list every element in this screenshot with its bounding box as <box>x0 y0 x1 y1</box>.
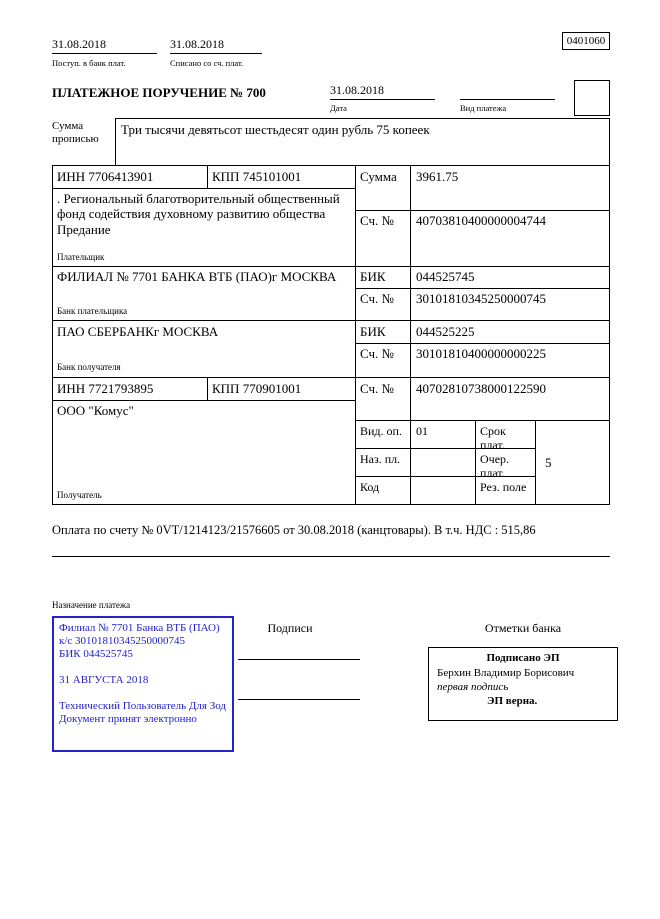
payee-account-label: Сч. № <box>360 381 394 396</box>
grid-line <box>355 343 610 344</box>
grid-line <box>355 420 610 421</box>
sum-label: Сумма <box>360 169 397 184</box>
doc-title: ПЛАТЕЖНОЕ ПОРУЧЕНИЕ № 700 <box>52 85 266 100</box>
payee-bank-bik: 044525225 <box>416 324 475 339</box>
grid-line <box>609 118 610 504</box>
payer-bank-bik: 044525745 <box>416 269 475 284</box>
payment-type-label: Вид платежа <box>460 103 507 113</box>
grid-line <box>355 288 610 289</box>
date-label: Дата <box>330 103 347 113</box>
payer-bank-name: ФИЛИАЛ № 7701 БАНКА ВТБ (ПАО)г МОСКВА <box>57 269 337 284</box>
reserve-field-label: Рез. поле <box>480 480 527 494</box>
payment-type-box <box>574 80 610 116</box>
stamp-line: к/с 30101810345250000745 <box>59 635 186 647</box>
payee-account: 40702810738000122590 <box>416 381 546 396</box>
payer-name: . Региональный благотворительный общественный фонд содействия духовному развитию общества Предание <box>57 191 340 237</box>
payee-kpp: КПП 770901001 <box>212 381 302 396</box>
op-type-value: 01 <box>416 424 428 438</box>
pay-term-label: Срок плат. <box>480 424 506 453</box>
grid-line <box>52 188 355 189</box>
payer-inn: ИНН 7706413901 <box>57 169 154 184</box>
stamp-verified: ЭП верна. <box>487 694 538 707</box>
grid-line <box>115 118 116 165</box>
debited-date: 31.08.2018 <box>170 37 262 54</box>
stamp-title: Подписано ЭП <box>486 652 560 664</box>
form-code: 0401060 <box>562 32 610 50</box>
payee-bank-bik-label: БИК <box>360 324 386 339</box>
purpose-code-label: Наз. пл. <box>360 452 401 466</box>
payer-bank-account: 30101810345250000745 <box>416 291 546 306</box>
grid-line <box>207 377 208 400</box>
stamp-line: 31 АВГУСТА 2018 <box>59 674 149 686</box>
purpose-text: Оплата по счету № 0VT/1214123/21576605 от 30.08.2018 (канцтовары). В т.ч. НДС : 515,86 <box>52 523 536 537</box>
code-label: Код <box>360 480 380 494</box>
payee-name: ООО "Комус" <box>57 403 134 418</box>
payer-bank-account-label: Сч. № <box>360 291 394 306</box>
payer-account: 40703810400000004744 <box>416 213 546 228</box>
purpose-label: Назначение платежа <box>52 600 131 610</box>
amount-in-words: Три тысячи девятьсот шестьдесят один рубль 75 копеек <box>121 122 430 137</box>
grid-line <box>52 165 610 166</box>
received-label: Поступ. в банк плат. <box>52 58 126 68</box>
stamp-signer-name: Берхин Владимир Борисович <box>437 666 575 679</box>
grid-line <box>52 504 610 505</box>
grid-line <box>355 165 356 504</box>
sum-value: 3961.75 <box>416 169 459 184</box>
stamp-line: Филиал № 7701 Банка ВТБ (ПАО) <box>59 622 220 634</box>
payer-bank-label: Банк плательщика <box>57 306 128 316</box>
signature-line-2 <box>238 699 360 700</box>
debited-label: Списано со сч. плат. <box>170 58 244 68</box>
grid-line <box>355 210 610 211</box>
amount-in-words-label: Сумма прописью <box>52 120 99 145</box>
stamp-line: Документ принят электронно <box>59 713 197 725</box>
payment-type-line <box>460 83 555 100</box>
payee-bank-account: 30101810400000000225 <box>416 346 546 361</box>
signature-stamp-box <box>428 647 618 721</box>
payee-bank-account-label: Сч. № <box>360 346 394 361</box>
payer-kpp: КПП 745101001 <box>212 169 302 184</box>
stamp-line: Технический Пользователь Для Зод <box>59 700 227 712</box>
payer-account-label: Сч. № <box>360 213 394 228</box>
grid-line <box>52 165 53 504</box>
grid-line <box>535 420 536 504</box>
grid-line <box>207 165 208 188</box>
signatures-label: Подписи <box>267 621 313 635</box>
grid-line <box>52 377 610 378</box>
stamp-line: БИК 044525745 <box>59 648 133 660</box>
received-date: 31.08.2018 <box>52 37 157 54</box>
pay-order-label: Очер. плат. <box>480 452 510 481</box>
grid-line <box>52 400 355 401</box>
stamp-subtitle: первая подпись <box>437 681 509 693</box>
payer-bank-bik-label: БИК <box>360 269 386 284</box>
payee-bank-label: Банк получателя <box>57 362 121 372</box>
purpose-underline <box>52 556 610 557</box>
pay-order-value: 5 <box>545 455 552 470</box>
doc-date: 31.08.2018 <box>330 83 435 100</box>
signature-line-1 <box>238 659 360 660</box>
bank-marks-label: Отметки банка <box>484 621 562 635</box>
payer-label: Плательщик <box>57 252 105 262</box>
grid-line <box>52 320 610 321</box>
payee-bank-name: ПАО СБЕРБАНКг МОСКВА <box>57 324 219 339</box>
grid-line <box>52 266 610 267</box>
bank-stamp-blue <box>52 616 234 752</box>
grid-line <box>115 118 610 119</box>
payee-label: Получатель <box>57 490 102 500</box>
grid-line <box>410 165 411 504</box>
grid-line <box>475 420 476 504</box>
op-type-label: Вид. оп. <box>360 424 402 438</box>
payee-inn: ИНН 7721793895 <box>57 381 154 396</box>
